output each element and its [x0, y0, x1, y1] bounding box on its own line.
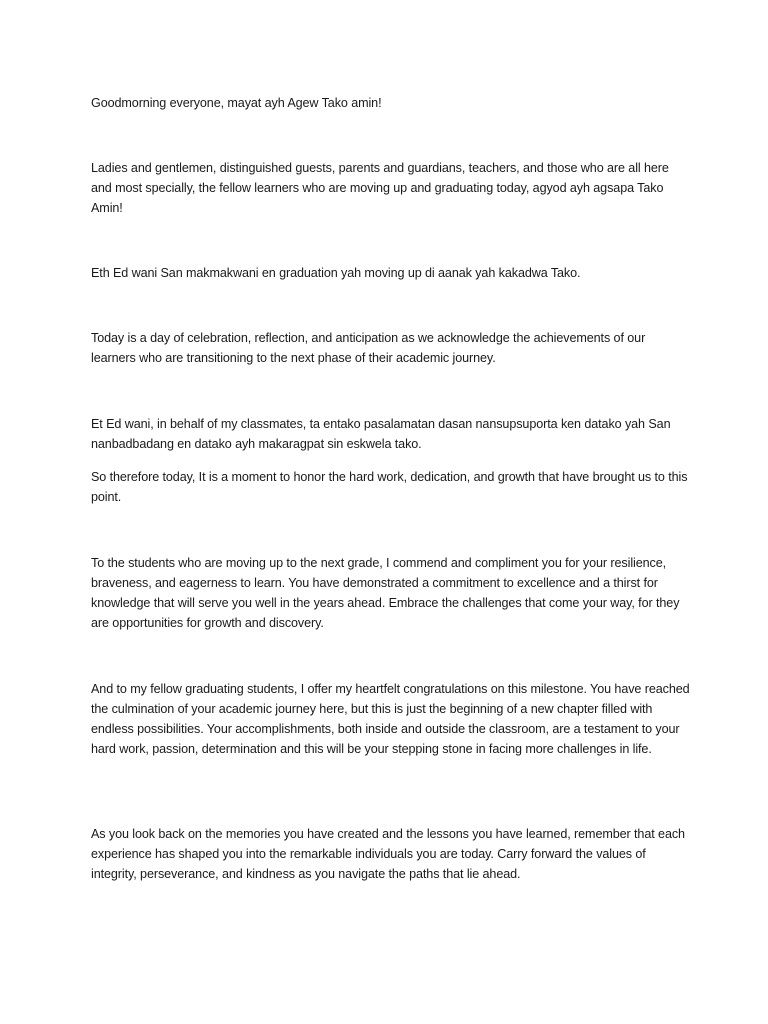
paragraph-graduating: And to my fellow graduating students, I offer my heartfelt congratulations on this milestone. You have reached the culmination of your academic journey here, but this is just the beginning of a new chapter filled with endless possibilities. Your accomplishments, both inside and outside the classroom, are a testament to your hard work, passion, determination and this will be your stepping stone in facing more challenges in life.	[91, 682, 690, 756]
paragraph-memories: As you look back on the memories you have created and the lessons you have learned, remember that each experience has shaped you into the remarkable individuals you are today. Carry forward the values of integrity, perseverance, and kindness as you navigate the paths that lie ahead.	[91, 827, 685, 881]
paragraph-moving-up: To the students who are moving up to the next grade, I commend and compliment you for your resilience, braveness, and eagerness to learn. You have demonstrated a commitment to excellence and a thirst for knowledge that will serve you well in the years ahead. Embrace the challenges that come your way, for they are opportunities for growth and discovery.	[91, 556, 680, 630]
paragraph-honor: So therefore today, It is a moment to honor the hard work, dedication, and growth that have brought us to this point.	[91, 470, 688, 504]
paragraph-celebration: Today is a day of celebration, reflection, and anticipation as we acknowledge the achievements of our learners who are transitioning to the next phase of their academic journey.	[91, 331, 646, 365]
paragraph-salutation: Ladies and gentlemen, distinguished guests, parents and guardians, teachers, and those who are all here and most specially, the fellow learners who are moving up and graduating today, agyod ayh agsapa Tako Amin!	[91, 161, 669, 215]
paragraph-greeting: Goodmorning everyone, mayat ayh Agew Tako amin!	[91, 96, 382, 110]
paragraph-thanks: Et Ed wani, in behalf of my classmates, ta entako pasalamatan dasan nansupsuporta ken datako yah San nanbadbadang en datako ayh makaragpat sin eskwela tako.	[91, 417, 671, 451]
paragraph-graduation-intro: Eth Ed wani San makmakwani en graduation yah moving up di aanak yah kakadwa Tako.	[91, 266, 581, 280]
